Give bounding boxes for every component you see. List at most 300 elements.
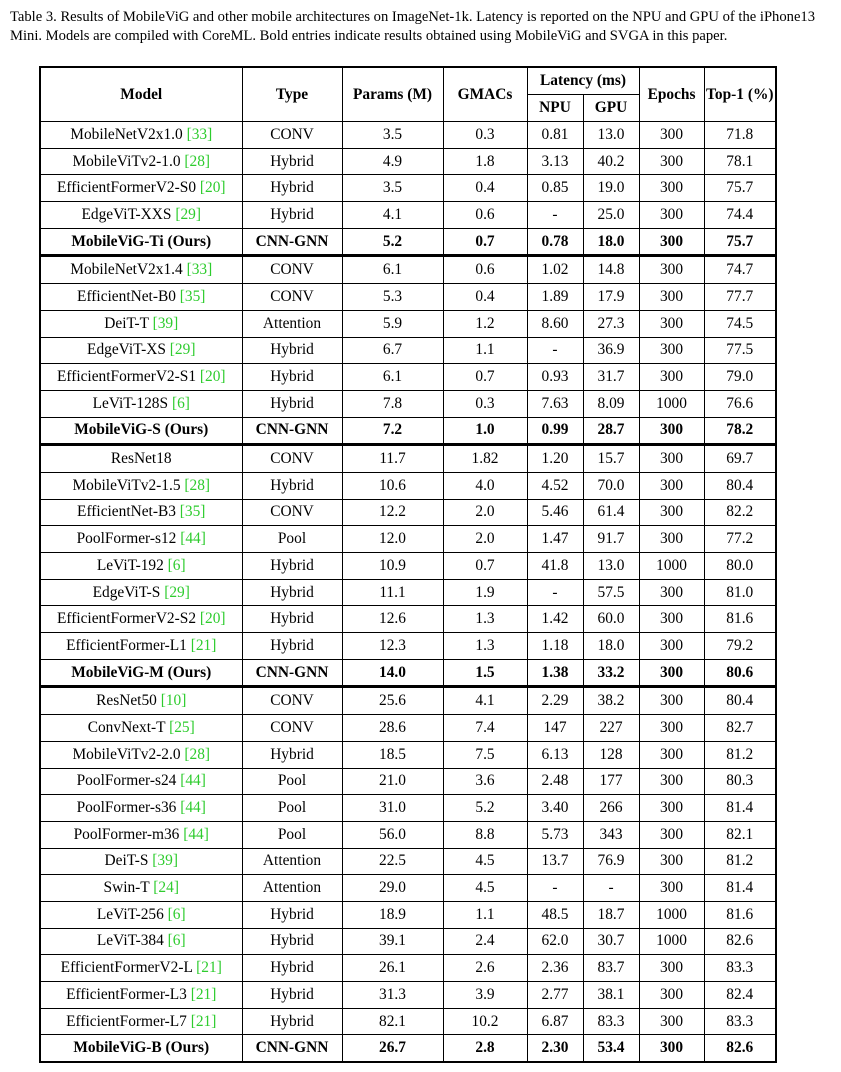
cell-type: CONV <box>242 445 342 473</box>
table-row <box>40 606 776 633</box>
header-gpu: GPU <box>583 95 639 122</box>
model-name: EfficientNet-B0 <box>77 287 176 305</box>
citation-link[interactable]: [29] <box>164 583 190 601</box>
cell-model <box>40 553 242 580</box>
cell-gmacs: 1.5 <box>443 659 527 687</box>
citation-link[interactable]: [10] <box>160 692 187 710</box>
table-row <box>40 901 776 928</box>
cell-epochs: 300 <box>639 445 704 473</box>
header-model: Model <box>40 67 242 122</box>
cell-epochs: 300 <box>639 795 704 822</box>
cell-type: Hybrid <box>242 982 342 1009</box>
cell-params: 4.9 <box>342 148 443 175</box>
cell-gmacs: 2.0 <box>443 499 527 526</box>
model-name: LeViT-256 <box>96 905 164 923</box>
cell-gmacs: 1.8 <box>443 148 527 175</box>
cell-params: 4.1 <box>342 202 443 229</box>
cell-gpu: 53.4 <box>583 1035 639 1062</box>
cell-model <box>40 310 242 337</box>
model-name: PoolFormer-s36 <box>76 799 177 817</box>
cell-model <box>40 526 242 553</box>
model-name: ConvNext-T <box>87 718 166 736</box>
cell-params: 11.7 <box>342 445 443 473</box>
cell-params: 12.6 <box>342 606 443 633</box>
cell-model <box>40 795 242 822</box>
cell-type: Pool <box>242 526 342 553</box>
cell-params: 6.1 <box>342 364 443 391</box>
model-name: MobileViG-Ti (Ours) <box>71 232 212 250</box>
cell-npu: 2.36 <box>527 955 583 982</box>
cell-npu: 0.85 <box>527 175 583 202</box>
cell-epochs: 300 <box>639 202 704 229</box>
cell-epochs: 300 <box>639 579 704 606</box>
model-name: ResNet50 <box>96 692 157 710</box>
cell-gpu: 33.2 <box>583 659 639 687</box>
cell-npu: 0.81 <box>527 122 583 149</box>
table-row <box>40 955 776 982</box>
cell-model <box>40 256 242 284</box>
cell-model <box>40 768 242 795</box>
cell-top1: 81.6 <box>704 606 776 633</box>
model-name: LeViT-192 <box>96 556 164 574</box>
table-row <box>40 472 776 499</box>
cell-epochs: 300 <box>639 175 704 202</box>
cell-type: Hybrid <box>242 606 342 633</box>
table-row <box>40 1035 776 1062</box>
citation-link[interactable]: [21] <box>190 985 217 1003</box>
cell-npu: 147 <box>527 715 583 742</box>
cell-type: Attention <box>242 875 342 902</box>
cell-type: Pool <box>242 821 342 848</box>
cell-gmacs: 0.4 <box>443 175 527 202</box>
cell-model <box>40 741 242 768</box>
cell-params: 31.3 <box>342 982 443 1009</box>
cell-params: 22.5 <box>342 848 443 875</box>
cell-model <box>40 148 242 175</box>
cell-model <box>40 687 242 715</box>
cell-top1: 81.2 <box>704 741 776 768</box>
cell-epochs: 1000 <box>639 901 704 928</box>
cell-epochs: 300 <box>639 228 704 256</box>
cell-npu: 1.47 <box>527 526 583 553</box>
cell-epochs: 300 <box>639 955 704 982</box>
table-row <box>40 741 776 768</box>
cell-gmacs: 1.0 <box>443 417 527 445</box>
cell-params: 11.1 <box>342 579 443 606</box>
table-row <box>40 526 776 553</box>
cell-model <box>40 445 242 473</box>
cell-gmacs: 1.1 <box>443 337 527 364</box>
cell-params: 39.1 <box>342 928 443 955</box>
cell-gpu: - <box>583 875 639 902</box>
cell-type: Hybrid <box>242 928 342 955</box>
model-name: DeiT-S <box>104 852 149 870</box>
citation-link[interactable]: [20] <box>199 368 226 386</box>
cell-npu: 48.5 <box>527 901 583 928</box>
cell-model <box>40 228 242 256</box>
cell-npu: 6.87 <box>527 1008 583 1035</box>
cell-gpu: 36.9 <box>583 337 639 364</box>
cell-top1: 77.2 <box>704 526 776 553</box>
cell-params: 12.3 <box>342 633 443 660</box>
cell-npu: 7.63 <box>527 390 583 417</box>
cell-gpu: 13.0 <box>583 553 639 580</box>
cell-top1: 82.6 <box>704 928 776 955</box>
table-row <box>40 499 776 526</box>
cell-epochs: 300 <box>639 526 704 553</box>
model-name: DeiT-T <box>104 314 149 332</box>
citation-link[interactable]: [6] <box>167 905 186 923</box>
cell-top1: 82.1 <box>704 821 776 848</box>
cell-gmacs: 1.82 <box>443 445 527 473</box>
cell-params: 26.7 <box>342 1035 443 1062</box>
cell-epochs: 300 <box>639 875 704 902</box>
cell-type: CONV <box>242 499 342 526</box>
cell-type: Pool <box>242 768 342 795</box>
cell-type: CNN-GNN <box>242 228 342 256</box>
cell-model <box>40 928 242 955</box>
cell-top1: 80.4 <box>704 687 776 715</box>
citation-link[interactable]: [44] <box>180 772 206 790</box>
table-body <box>40 122 776 1063</box>
table-row <box>40 445 776 473</box>
model-name: MobileViG-B (Ours) <box>73 1039 210 1057</box>
cell-params: 12.0 <box>342 526 443 553</box>
citation-link[interactable]: [20] <box>199 179 226 197</box>
cell-top1: 74.5 <box>704 310 776 337</box>
cell-gmacs: 8.8 <box>443 821 527 848</box>
cell-params: 25.6 <box>342 687 443 715</box>
cell-model <box>40 848 242 875</box>
cell-type: Hybrid <box>242 901 342 928</box>
cell-gpu: 266 <box>583 795 639 822</box>
cell-gpu: 13.0 <box>583 122 639 149</box>
cell-top1: 71.8 <box>704 122 776 149</box>
table-row <box>40 875 776 902</box>
cell-gpu: 40.2 <box>583 148 639 175</box>
cell-gpu: 19.0 <box>583 175 639 202</box>
citation-link[interactable]: [25] <box>169 718 195 736</box>
header-type: Type <box>242 67 342 122</box>
model-name: EfficientFormerV2-L <box>60 959 193 977</box>
cell-npu: 13.7 <box>527 848 583 875</box>
cell-model <box>40 417 242 445</box>
citation-link[interactable]: [29] <box>175 205 201 223</box>
cell-epochs: 300 <box>639 148 704 175</box>
cell-top1: 81.0 <box>704 579 776 606</box>
cell-type: CONV <box>242 122 342 149</box>
citation-link[interactable]: [39] <box>152 852 178 870</box>
cell-gpu: 25.0 <box>583 202 639 229</box>
model-name: EfficientFormerV2-S2 <box>56 610 197 628</box>
cell-epochs: 300 <box>639 256 704 284</box>
citation-link[interactable]: [29] <box>169 341 196 359</box>
cell-epochs: 1000 <box>639 928 704 955</box>
cell-gmacs: 4.5 <box>443 875 527 902</box>
cell-params: 56.0 <box>342 821 443 848</box>
cell-model <box>40 606 242 633</box>
cell-gpu: 128 <box>583 741 639 768</box>
cell-top1: 81.4 <box>704 875 776 902</box>
cell-npu: 1.02 <box>527 256 583 284</box>
cell-epochs: 300 <box>639 1008 704 1035</box>
cell-type: CNN-GNN <box>242 1035 342 1062</box>
model-name: MobileViTv2-1.0 <box>72 152 181 170</box>
model-name: EfficientFormer-L3 <box>66 985 187 1003</box>
cell-top1: 82.2 <box>704 499 776 526</box>
cell-gmacs: 4.0 <box>443 472 527 499</box>
cell-top1: 81.4 <box>704 795 776 822</box>
cell-params: 31.0 <box>342 795 443 822</box>
cell-gmacs: 1.1 <box>443 901 527 928</box>
cell-top1: 76.6 <box>704 390 776 417</box>
citation-link[interactable]: [6] <box>167 932 186 950</box>
cell-epochs: 300 <box>639 337 704 364</box>
cell-type: Hybrid <box>242 364 342 391</box>
cell-type: CNN-GNN <box>242 417 342 445</box>
cell-top1: 80.6 <box>704 659 776 687</box>
cell-top1: 77.5 <box>704 337 776 364</box>
citation-link[interactable]: [20] <box>199 610 226 628</box>
cell-gmacs: 4.5 <box>443 848 527 875</box>
cell-model <box>40 875 242 902</box>
header-top1: Top-1 (%) <box>704 67 776 122</box>
cell-type: CNN-GNN <box>242 659 342 687</box>
cell-top1: 82.4 <box>704 982 776 1009</box>
cell-params: 28.6 <box>342 715 443 742</box>
cell-gpu: 343 <box>583 821 639 848</box>
cell-top1: 75.7 <box>704 175 776 202</box>
cell-gpu: 14.8 <box>583 256 639 284</box>
cell-npu: - <box>527 337 583 364</box>
cell-type: Hybrid <box>242 579 342 606</box>
model-name: LeViT-384 <box>96 932 164 950</box>
cell-epochs: 300 <box>639 364 704 391</box>
cell-type: Hybrid <box>242 633 342 660</box>
cell-model <box>40 284 242 311</box>
cell-npu: 41.8 <box>527 553 583 580</box>
cell-model <box>40 364 242 391</box>
cell-npu: 8.60 <box>527 310 583 337</box>
citation-link[interactable]: [28] <box>184 152 211 170</box>
table-row <box>40 848 776 875</box>
cell-type: Attention <box>242 848 342 875</box>
citation-link[interactable]: [33] <box>186 125 213 143</box>
cell-model <box>40 1035 242 1062</box>
citation-link[interactable]: [24] <box>153 879 179 897</box>
cell-npu: 4.52 <box>527 472 583 499</box>
cell-gpu: 18.7 <box>583 901 639 928</box>
cell-top1: 74.7 <box>704 256 776 284</box>
cell-top1: 83.3 <box>704 955 776 982</box>
cell-top1: 81.6 <box>704 901 776 928</box>
cell-npu: 5.46 <box>527 499 583 526</box>
cell-model <box>40 955 242 982</box>
citation-link[interactable]: [21] <box>196 959 222 977</box>
citation-link[interactable]: [6] <box>167 556 186 574</box>
cell-params: 5.3 <box>342 284 443 311</box>
cell-params: 21.0 <box>342 768 443 795</box>
results-table <box>39 66 777 1063</box>
cell-npu: 5.73 <box>527 821 583 848</box>
cell-model <box>40 202 242 229</box>
citation-link[interactable]: [35] <box>179 287 206 305</box>
cell-epochs: 300 <box>639 284 704 311</box>
cell-params: 6.7 <box>342 337 443 364</box>
cell-epochs: 300 <box>639 417 704 445</box>
cell-gmacs: 7.5 <box>443 741 527 768</box>
table-row <box>40 390 776 417</box>
cell-gpu: 91.7 <box>583 526 639 553</box>
cell-model <box>40 715 242 742</box>
caption-line-2: Mini. Models are compiled with CoreML. Bold entries indicate results obtained using MobileViG and SVGA in this paper. <box>10 28 728 44</box>
cell-gmacs: 1.3 <box>443 606 527 633</box>
citation-link[interactable]: [21] <box>190 636 217 654</box>
citation-link[interactable]: [44] <box>180 799 206 817</box>
cell-npu: 0.78 <box>527 228 583 256</box>
citation-link[interactable]: [28] <box>184 745 211 763</box>
cell-gmacs: 4.1 <box>443 687 527 715</box>
cell-epochs: 300 <box>639 122 704 149</box>
cell-npu: 6.13 <box>527 741 583 768</box>
cell-top1: 79.0 <box>704 364 776 391</box>
cell-gmacs: 0.6 <box>443 202 527 229</box>
cell-params: 29.0 <box>342 875 443 902</box>
table-row <box>40 659 776 687</box>
cell-npu: 1.89 <box>527 284 583 311</box>
cell-gpu: 38.1 <box>583 982 639 1009</box>
table-row <box>40 310 776 337</box>
cell-npu: - <box>527 875 583 902</box>
model-name: MobileViTv2-1.5 <box>72 476 181 494</box>
citation-link[interactable]: [33] <box>186 261 213 279</box>
cell-npu: 62.0 <box>527 928 583 955</box>
header-epochs: Epochs <box>639 67 704 122</box>
model-name: MobileNetV2x1.0 <box>70 125 183 143</box>
cell-type: Hybrid <box>242 1008 342 1035</box>
citation-link[interactable]: [21] <box>190 1012 217 1030</box>
cell-gmacs: 0.6 <box>443 256 527 284</box>
cell-gmacs: 0.3 <box>443 122 527 149</box>
cell-model <box>40 175 242 202</box>
model-name: MobileViG-M (Ours) <box>71 663 212 681</box>
table-row <box>40 795 776 822</box>
cell-gpu: 83.7 <box>583 955 639 982</box>
cell-gpu: 70.0 <box>583 472 639 499</box>
citation-link[interactable]: [35] <box>179 503 206 521</box>
cell-top1: 80.4 <box>704 472 776 499</box>
cell-npu: 0.99 <box>527 417 583 445</box>
cell-top1: 69.7 <box>704 445 776 473</box>
cell-top1: 81.2 <box>704 848 776 875</box>
cell-gpu: 17.9 <box>583 284 639 311</box>
cell-gpu: 8.09 <box>583 390 639 417</box>
cell-gpu: 177 <box>583 768 639 795</box>
cell-top1: 80.0 <box>704 553 776 580</box>
cell-gpu: 18.0 <box>583 633 639 660</box>
table-row <box>40 202 776 229</box>
model-name: EfficientFormerV2-S0 <box>56 179 197 197</box>
cell-gpu: 76.9 <box>583 848 639 875</box>
model-name: EdgeViT-XS <box>87 341 166 359</box>
cell-gpu: 18.0 <box>583 228 639 256</box>
cell-params: 10.6 <box>342 472 443 499</box>
cell-params: 6.1 <box>342 256 443 284</box>
table-row <box>40 337 776 364</box>
cell-params: 14.0 <box>342 659 443 687</box>
cell-gmacs: 1.9 <box>443 579 527 606</box>
cell-top1: 82.7 <box>704 715 776 742</box>
table-row <box>40 928 776 955</box>
cell-gpu: 57.5 <box>583 579 639 606</box>
cell-npu: 1.18 <box>527 633 583 660</box>
cell-type: Pool <box>242 795 342 822</box>
table-row <box>40 284 776 311</box>
cell-gpu: 15.7 <box>583 445 639 473</box>
cell-epochs: 300 <box>639 472 704 499</box>
cell-params: 82.1 <box>342 1008 443 1035</box>
cell-npu: 2.48 <box>527 768 583 795</box>
citation-link[interactable]: [44] <box>183 825 209 843</box>
cell-params: 10.9 <box>342 553 443 580</box>
cell-params: 5.9 <box>342 310 443 337</box>
table-row <box>40 122 776 149</box>
citation-link[interactable]: [44] <box>180 530 206 548</box>
cell-npu: - <box>527 579 583 606</box>
cell-gmacs: 2.8 <box>443 1035 527 1062</box>
cell-top1: 79.2 <box>704 633 776 660</box>
cell-type: Hybrid <box>242 390 342 417</box>
cell-gmacs: 0.7 <box>443 553 527 580</box>
table-row <box>40 982 776 1009</box>
header-npu: NPU <box>527 95 583 122</box>
cell-gmacs: 0.7 <box>443 364 527 391</box>
cell-params: 3.5 <box>342 122 443 149</box>
cell-params: 3.5 <box>342 175 443 202</box>
cell-epochs: 300 <box>639 848 704 875</box>
model-name: MobileViG-S (Ours) <box>74 421 209 439</box>
citation-link[interactable]: [28] <box>184 476 211 494</box>
cell-npu: 2.77 <box>527 982 583 1009</box>
cell-gmacs: 2.0 <box>443 526 527 553</box>
table-row <box>40 633 776 660</box>
cell-gmacs: 10.2 <box>443 1008 527 1035</box>
cell-gmacs: 7.4 <box>443 715 527 742</box>
cell-type: Hybrid <box>242 741 342 768</box>
cell-epochs: 300 <box>639 687 704 715</box>
cell-type: Hybrid <box>242 148 342 175</box>
model-name: PoolFormer-s12 <box>76 530 177 548</box>
cell-type: CONV <box>242 256 342 284</box>
cell-model <box>40 390 242 417</box>
citation-link[interactable]: [39] <box>152 314 179 332</box>
citation-link[interactable]: [6] <box>171 394 190 412</box>
cell-params: 5.2 <box>342 228 443 256</box>
cell-epochs: 1000 <box>639 390 704 417</box>
cell-gmacs: 3.9 <box>443 982 527 1009</box>
cell-epochs: 300 <box>639 715 704 742</box>
cell-npu: 2.29 <box>527 687 583 715</box>
cell-gmacs: 0.3 <box>443 390 527 417</box>
cell-npu: 3.40 <box>527 795 583 822</box>
model-name: PoolFormer-m36 <box>73 825 180 843</box>
header-gmacs: GMACs <box>443 67 527 122</box>
cell-npu: 1.20 <box>527 445 583 473</box>
cell-type: Hybrid <box>242 955 342 982</box>
cell-gmacs: 1.2 <box>443 310 527 337</box>
cell-params: 12.2 <box>342 499 443 526</box>
table-row <box>40 1008 776 1035</box>
